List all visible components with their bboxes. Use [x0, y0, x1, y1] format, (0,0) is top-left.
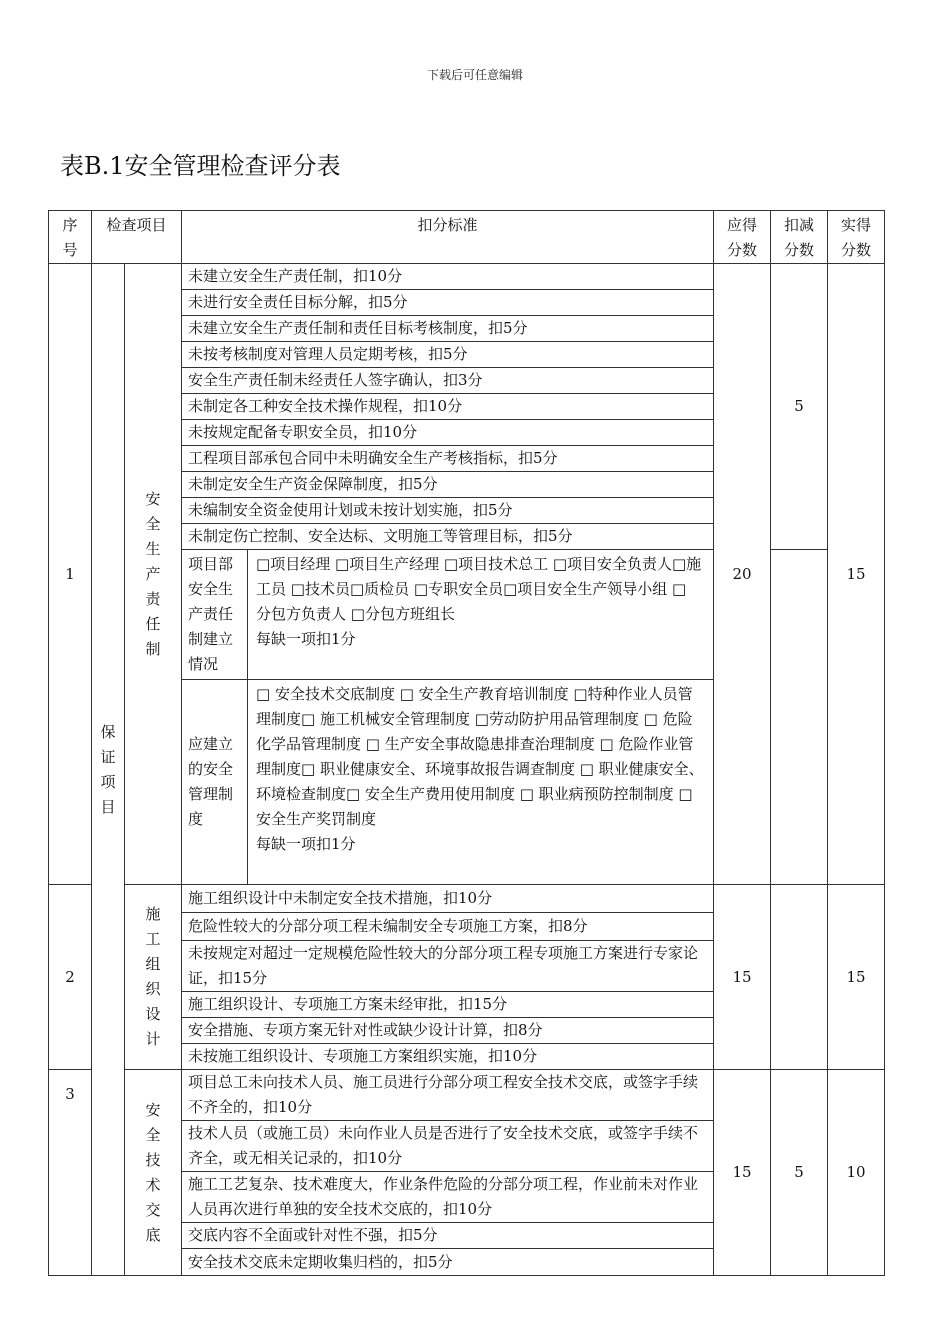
criterion: 未按规定配备专职安全员，扣10分 — [182, 420, 714, 446]
criterion: 未按考核制度对管理人员定期考核，扣5分 — [182, 342, 714, 368]
header-deduct: 扣减 分数 — [771, 211, 828, 264]
criterion: 未进行安全责任目标分解，扣5分 — [182, 290, 714, 316]
table-row — [49, 264, 885, 290]
section-2-seq: 2 — [49, 885, 92, 1070]
section-1-seq: 1 — [49, 264, 92, 885]
section-3-seq: 3 — [49, 1070, 92, 1276]
header-note: 下载后可任意编辑 — [426, 68, 523, 82]
criterion: 安全技术交底未定期收集归档的，扣5分 — [182, 1249, 714, 1276]
criterion: 工程项目部承包合同中未明确安全生产考核指标，扣5分 — [182, 446, 714, 472]
section-3-deduct: 5 — [771, 1070, 828, 1276]
criterion: 未建立安全生产责任制，扣10分 — [182, 264, 714, 290]
criterion: 施工工艺复杂、技术难度大，作业条件危险的分部分项工程，作业前未对作业人员再次进行单独的安全技术交底的，扣10分 — [182, 1172, 714, 1223]
score-table — [48, 210, 885, 1276]
criterion: 危险性较大的分部分项工程未编制安全专项施工方案，扣8分 — [182, 913, 714, 941]
category-label: 保 证 项 目 — [92, 264, 125, 1276]
criterion: 安全措施、专项方案无针对性或缺少设计计算，扣8分 — [182, 1018, 714, 1044]
table-row — [49, 885, 885, 913]
criterion: 未按施工组织设计、专项施工方案组织实施，扣10分 — [182, 1044, 714, 1070]
section-3-due: 15 — [714, 1070, 771, 1276]
header-due: 应得 分数 — [714, 211, 771, 264]
section-2-name: 施 工 组 织 设 计 — [125, 885, 182, 1070]
criterion: 技术人员（或施工员）未向作业人员是否进行了安全技术交底，或签字手续不齐全，或无相关记录的，扣10分 — [182, 1121, 714, 1172]
criterion: 未制定安全生产资金保障制度，扣5分 — [182, 472, 714, 498]
criterion: 未编制安全资金使用计划或未按计划实施，扣5分 — [182, 498, 714, 524]
sub-item-content: □项目经理 □项目生产经理 □项目技术总工 □项目安全负责人□施工员 □技术员□质检员 □专职安全员□项目安全生产领导小组 □ 分包方负责人 □分包方班组长 每缺一项扣1分 — [248, 550, 714, 680]
criterion: 交底内容不全面或针对性不强，扣5分 — [182, 1223, 714, 1249]
sub-item-label: 应建立的安全管理制度 — [182, 680, 248, 885]
section-1-name: 安 全 生 产 责 任 制 — [125, 264, 182, 885]
section-3-name: 安 全 技 术 交 底 — [125, 1070, 182, 1276]
sub-item-label: 项目部安全生产责任制建立情况 — [182, 550, 248, 680]
header-seq: 序 号 — [49, 211, 92, 264]
criterion: 施工组织设计、专项施工方案未经审批，扣15分 — [182, 992, 714, 1018]
table-row — [49, 1070, 885, 1121]
header-criteria: 扣分标准 — [182, 211, 714, 264]
criterion: 未按规定对超过一定规模危险性较大的分部分项工程专项施工方案进行专家论证，扣15分 — [182, 941, 714, 992]
section-1-deduct: 5 — [771, 264, 828, 550]
criterion: 项目总工未向技术人员、施工员进行分部分项工程安全技术交底，或签字手续不齐全的，扣10分 — [182, 1070, 714, 1121]
criterion: 未制定伤亡控制、安全达标、文明施工等管理目标，扣5分 — [182, 524, 714, 550]
section-2-deduct — [771, 885, 828, 1070]
criterion: 安全生产责任制未经责任人签字确认，扣3分 — [182, 368, 714, 394]
section-2-due: 15 — [714, 885, 771, 1070]
page-title: 表B.1安全管理检查评分表 — [60, 152, 341, 180]
header-item: 检查项目 — [92, 211, 182, 264]
table-header-row — [49, 211, 885, 264]
section-2-actual: 15 — [828, 885, 885, 1070]
section-1-actual: 15 — [828, 264, 885, 885]
criterion: 未建立安全生产责任制和责任目标考核制度，扣5分 — [182, 316, 714, 342]
section-1-due: 20 — [714, 264, 771, 885]
section-1-deduct-empty — [771, 550, 828, 885]
criterion: 未制定各工种安全技术操作规程，扣10分 — [182, 394, 714, 420]
section-3-actual: 10 — [828, 1070, 885, 1276]
sub-item-content: □ 安全技术交底制度 □ 安全生产教育培训制度 □特种作业人员管理制度□ 施工机械安全管理制度 □劳动防护用品管理制度 □ 危险化学品管理制度 □ 生产安全事故隐患排查治理制度 □ 危险作业管理制度□ 职业健康安全、环境事故报告调查制度 □ 职业健康安全、环境检查制度□ 安全生产费用使用制度 □ 职业病预防控制制度 □ 安全生产奖罚制度 每缺一项扣1分 — [248, 680, 714, 885]
criterion: 施工组织设计中未制定安全技术措施，扣10分 — [182, 885, 714, 913]
header-actual: 实得 分数 — [828, 211, 885, 264]
